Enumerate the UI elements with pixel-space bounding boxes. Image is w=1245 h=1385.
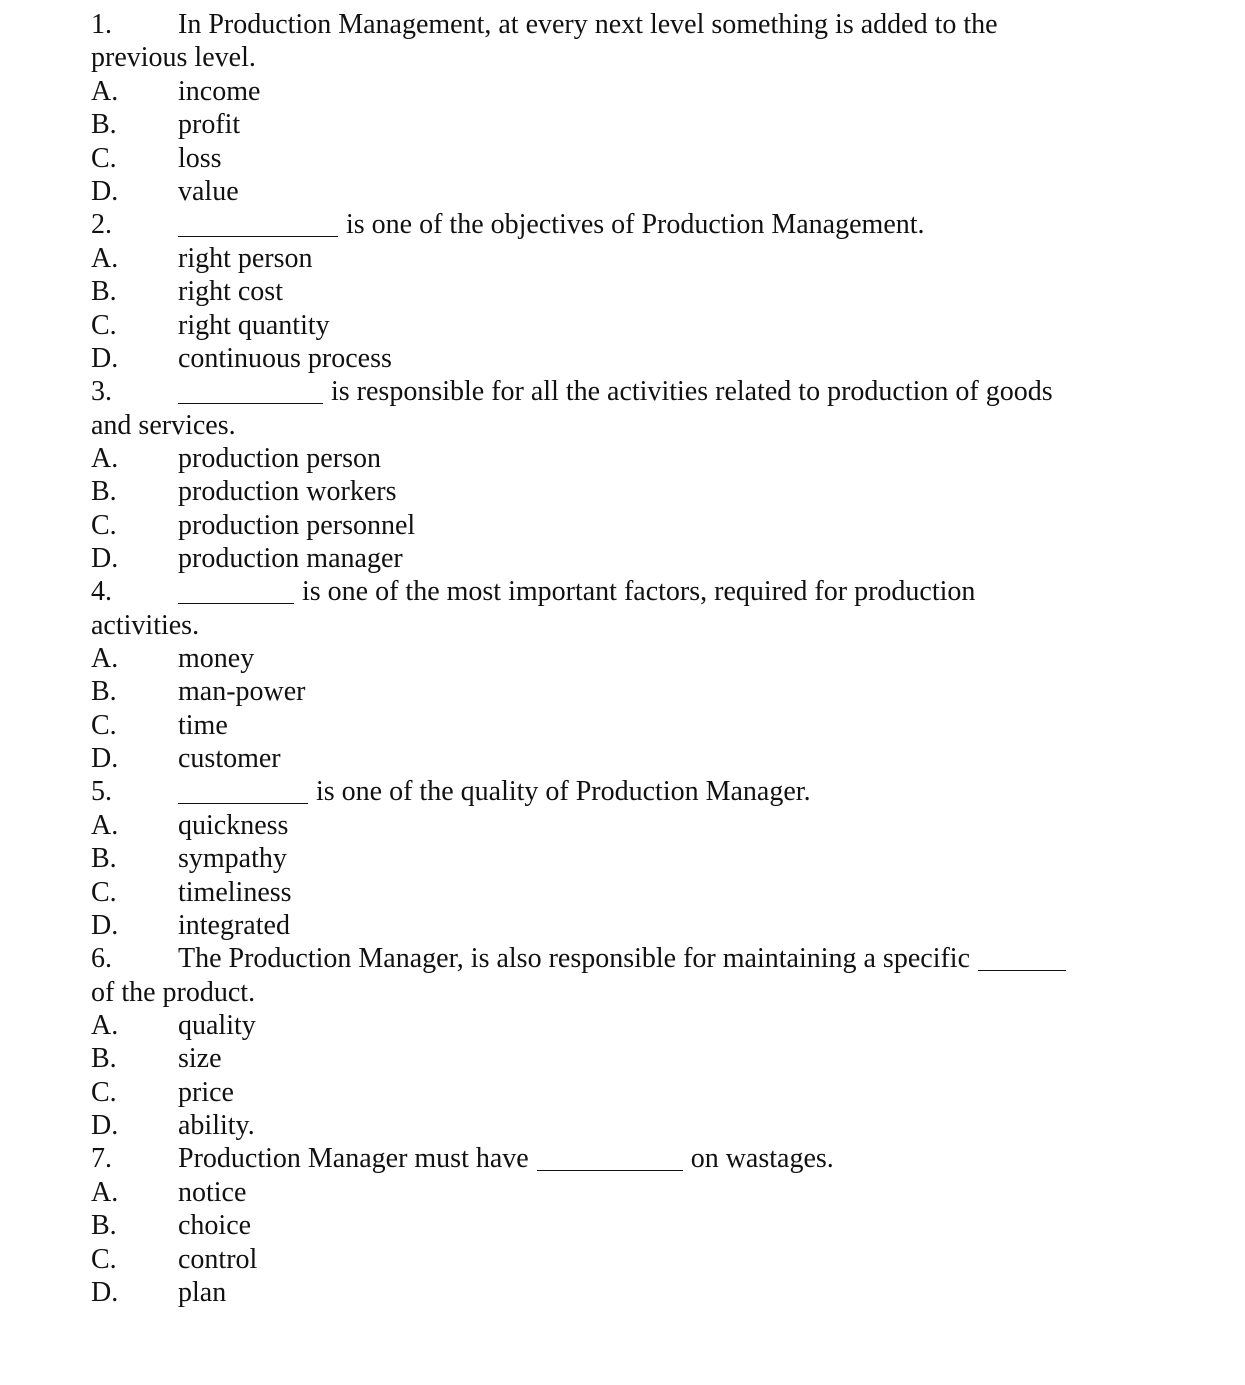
option-letter: D. [91,343,119,374]
option-text: continuous process [178,343,392,374]
question-text: on wastages. [690,1143,834,1174]
option-text: income [178,76,261,107]
question-text-with-blank [178,775,811,809]
answer-blank [537,1144,683,1171]
question-text-continued: and services. [91,410,236,441]
option-letter: D. [91,176,119,207]
option-text: production personnel [178,510,416,541]
option-text: right quantity [178,310,330,341]
option-text: customer [178,743,281,774]
option-letter: A. [91,443,119,474]
option-text: loss [178,143,222,174]
option-letter: D. [91,1277,119,1308]
option-text: ability. [178,1110,255,1141]
option-text: production workers [178,476,397,507]
option-text: size [178,1043,222,1074]
question-number: 5. [91,776,112,807]
option-letter: B. [91,676,117,707]
question-number: 6. [91,943,112,974]
option-letter: C. [91,1244,117,1275]
question-text: is responsible for all the activities related to production of goods [331,376,1053,407]
question-number: 4. [91,576,112,607]
option-text: right person [178,243,313,274]
question-text: is one of the objectives of Production Management. [346,209,925,240]
option-text: profit [178,109,241,140]
question-text: is one of the most important factors, required for production [302,576,976,607]
option-text: notice [178,1177,247,1208]
option-letter: A. [91,810,119,841]
option-letter: A. [91,1010,119,1041]
question-text-with-blank [178,375,1053,409]
question-text-continued: of the product. [91,977,256,1008]
option-text: quality [178,1010,256,1041]
option-letter: C. [91,310,117,341]
option-letter: A. [91,76,119,107]
question-text-with-blank [178,575,975,609]
option-letter: D. [91,543,119,574]
option-letter: C. [91,877,117,908]
option-text: price [178,1077,234,1108]
option-letter: D. [91,743,119,774]
question-number: 2. [91,209,112,240]
question-text: In Production Management, at every next level something is added to the [178,9,998,40]
question-text-with-blank [178,942,1066,976]
option-letter: B. [91,276,117,307]
answer-blank [178,777,308,804]
option-text: choice [178,1210,252,1241]
answer-blank [178,377,323,404]
option-text: control [178,1244,258,1275]
question-number: 7. [91,1143,112,1174]
question-number: 3. [91,376,112,407]
option-letter: B. [91,476,117,507]
question-text-with-blank [178,208,925,242]
option-letter: B. [91,1043,117,1074]
option-letter: A. [91,643,119,674]
option-text: timeliness [178,877,292,908]
option-text: man-power [178,676,306,707]
option-letter: B. [91,109,117,140]
option-letter: C. [91,143,117,174]
option-text: sympathy [178,843,287,874]
option-letter: C. [91,710,117,741]
option-letter: A. [91,1177,119,1208]
question-text: Production Manager must have [178,1143,529,1174]
question-text: is one of the quality of Production Manager. [316,776,811,807]
option-text: integrated [178,910,290,941]
option-letter: B. [91,1210,117,1241]
question-number: 1. [91,9,112,40]
option-letter: C. [91,1077,117,1108]
option-letter: B. [91,843,117,874]
option-letter: D. [91,910,119,941]
option-text: money [178,643,255,674]
answer-blank [978,944,1066,971]
option-letter: D. [91,1110,119,1141]
question-text-continued: activities. [91,610,200,641]
question-text-continued: previous level. [91,42,256,73]
option-letter: A. [91,243,119,274]
option-letter: C. [91,510,117,541]
answer-blank [178,210,338,237]
option-text: plan [178,1277,227,1308]
answer-blank [178,577,294,604]
option-text: production person [178,443,381,474]
question-text-with-blank [178,1142,834,1176]
option-text: right cost [178,276,283,307]
option-text: production manager [178,543,403,574]
question-text: The Production Manager, is also responsible for maintaining a specific [178,943,970,974]
option-text: time [178,710,228,741]
option-text: value [178,176,239,207]
option-text: quickness [178,810,289,841]
